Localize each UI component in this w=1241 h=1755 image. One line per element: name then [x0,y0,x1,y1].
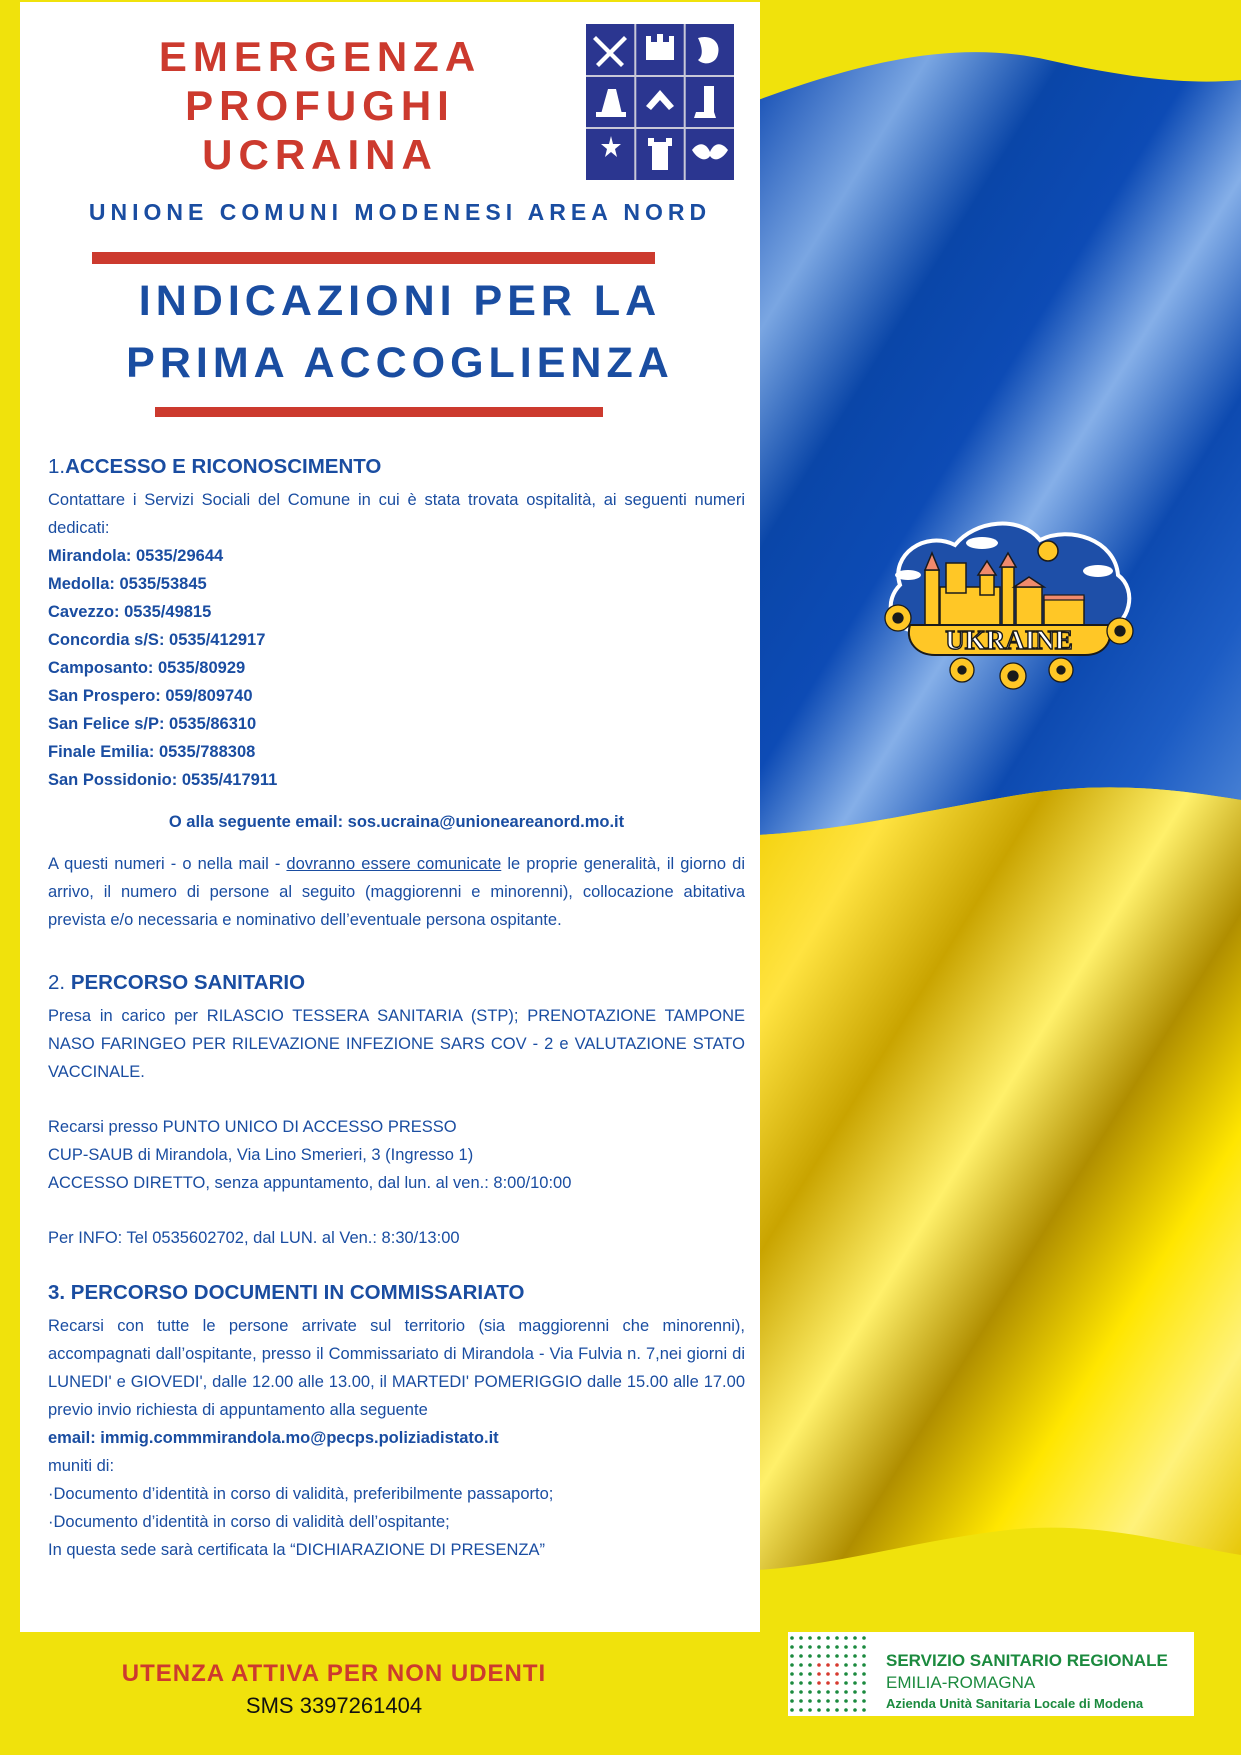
logo-dot [826,1636,830,1640]
sms-number: SMS 3397261404 [245,1693,423,1718]
logo-dot [862,1672,866,1676]
logo-dot [817,1699,821,1703]
logo-dot [826,1699,830,1703]
logo-dot [808,1681,812,1685]
main-title-line: PRIMA ACCOGLIENZA [126,339,674,387]
notice-text: le proprie generalità, il giorno di arrivo, il numero di persone al seguito (maggiorenni e minorenni), collocazione abitativa prevista e/o necessaria e nominativo dell’eventuale persona ospitante. [48,855,746,929]
section1-title: ACCESSO E RICONOSCIMENTO [65,455,382,478]
logo-dot [844,1681,848,1685]
logo-dot [844,1663,848,1667]
contact-item: Cavezzo: 0535/49815 [48,603,212,621]
document-item: ·Documento d’identità in corso di validità, preferibilmente passaporto; [48,1485,554,1503]
contact-item: Finale Emilia: 0535/788308 [48,743,256,761]
emergency-title [120,32,520,179]
contact-item: Mirandola: 0535/29644 [48,547,224,565]
ssr-logo-line2: EMILIA-ROMAGNA [886,1673,1036,1692]
logo-dot [799,1708,803,1712]
ssr-emilia-romagna-logo [788,1632,1194,1716]
logo-dot [790,1636,794,1640]
main-title-line: INDICAZIONI PER LA [138,277,662,325]
logo-dot [790,1654,794,1658]
dot-matrix-logo-icon [788,1634,870,1716]
access-line: Recarsi presso PUNTO UNICO DI ACCESSO PRESSO [48,1118,457,1136]
logo-dot [853,1636,857,1640]
logo-dot [844,1699,848,1703]
logo-dot [799,1690,803,1694]
section3-closing: In questa sede sarà certificata la “DICHIARAZIONE DI PRESENZA” [48,1541,545,1559]
logo-dot [799,1654,803,1658]
logo-dot [862,1708,866,1712]
logo-dot [826,1654,830,1658]
logo-dot [835,1663,839,1667]
logo-dot [817,1708,821,1712]
section1-notice [48,850,745,934]
contact-item: San Felice s/P: 0535/86310 [48,715,257,733]
contact-item: San Possidonio: 0535/417911 [48,771,278,789]
logo-dot [817,1645,821,1649]
notice-underlined-text: dovranno essere comunicate [286,855,502,873]
document-item: ·Documento d’identità in corso di validità dell’ospitante; [48,1513,450,1531]
contact-item: Camposanto: 0535/80929 [48,659,246,677]
logo-dot [853,1663,857,1667]
contact-item: Medolla: 0535/53845 [48,575,207,593]
access-line: CUP-SAUB di Mirandola, Via Lino Smerieri, 3 (Ingresso 1) [48,1146,474,1164]
ukraine-flag-image [758,0,1241,1580]
logo-dot [826,1672,830,1676]
logo-dot [799,1699,803,1703]
red-divider-bottom [155,407,603,417]
logo-dot [790,1672,794,1676]
logo-dot [808,1699,812,1703]
logo-dot [799,1636,803,1640]
contact-item: Concordia s/S: 0535/412917 [48,631,266,649]
logo-dot [862,1654,866,1658]
ukraine-badge-illustration [880,515,1138,695]
logo-dot [853,1699,857,1703]
union-crest-logo [586,24,734,180]
section1-number: 1. [48,455,66,478]
logo-dot [835,1690,839,1694]
logo-dot [790,1663,794,1667]
contact-list [48,542,745,794]
ssr-logo-line1: SERVIZIO SANITARIO REGIONALE [886,1651,1168,1670]
ukraine-badge-label: UKRAINE [945,625,1073,655]
content-panel [20,2,760,1632]
logo-dot [790,1681,794,1685]
logo-dot [799,1663,803,1667]
logo-dot [844,1654,848,1658]
main-title [50,270,750,394]
section2-info-line: Per INFO: Tel 0535602702, dal LUN. al Ven.: 8:30/13:00 [48,1229,460,1247]
logo-dot [826,1681,830,1685]
ssr-logo-line3: Azienda Unità Sanitaria Locale di Modena [886,1696,1144,1711]
logo-dot [853,1708,857,1712]
logo-dot [862,1663,866,1667]
logo-dot [862,1636,866,1640]
logo-dot [808,1672,812,1676]
section1-intro: Contattare i Servizi Sociali del Comune in cui è stata trovata ospitalità, ai seguenti numeri dedicati: [48,491,745,537]
logo-dot [799,1681,803,1685]
logo-dot [826,1690,830,1694]
logo-dot [853,1654,857,1658]
logo-dot [808,1708,812,1712]
logo-dot [826,1663,830,1667]
emergency-title-line: EMERGENZA [158,33,482,80]
logo-dot [799,1672,803,1676]
logo-dot [790,1708,794,1712]
logo-dot [826,1645,830,1649]
logo-dot [808,1654,812,1658]
logo-dot [790,1690,794,1694]
section2-heading [48,968,745,998]
logo-dot [862,1645,866,1649]
access-line: ACCESSO DIRETTO, senza appuntamento, dal lun. al ven.: 8:00/10:00 [48,1174,572,1192]
section2-access-info [48,1113,745,1197]
logo-dot [790,1645,794,1649]
section2-number: 2. [48,971,66,994]
logo-dot [817,1636,821,1640]
section3-text: Recarsi con tutte le persone arrivate sul territorio (sia maggiorenni che minorenni), accompagnati dall’ospitante, presso il Commissariato di Mirandola - Via Fulvia n. 7,nei giorni di LUNEDI' e GIOVEDI', dalle 12.00 alle 13.00, il MARTEDI' POMERIGGIO dalle 15.00 alle 17.00 previo invio richiesta di appuntamento alla seguente [48,1317,745,1419]
logo-dot [835,1654,839,1658]
logo-dot [808,1690,812,1694]
logo-dot [835,1681,839,1685]
section3-muniti: muniti di: [48,1457,115,1475]
instructions-body [48,452,745,1564]
logo-dot [853,1681,857,1685]
logo-dot [835,1699,839,1703]
logo-dot [844,1690,848,1694]
logo-dot [817,1681,821,1685]
logo-dot [853,1645,857,1649]
union-name: UNIONE COMUNI MODENESI AREA NORD [88,199,712,225]
logo-dot [835,1645,839,1649]
logo-dot [844,1708,848,1712]
section3-email: email: immig.commmirandola.mo@pecps.poliziadistato.it [48,1429,499,1447]
section3-heading: 3. PERCORSO DOCUMENTI IN COMMISSARIATO [48,1281,525,1304]
logo-dot [862,1690,866,1694]
section2-text: Presa in carico per RILASCIO TESSERA SANITARIA (STP); PRENOTAZIONE TAMPONE NASO FARINGEO PER RILEVAZIONE INFEZIONE SARS COV - 2 e VALUTAZIONE STATO VACCINALE. [48,1007,745,1081]
logo-dot [844,1645,848,1649]
section2-title: PERCORSO SANITARIO [70,971,306,994]
logo-dot [835,1636,839,1640]
logo-dot [862,1699,866,1703]
logo-dot [817,1654,821,1658]
red-divider-top [92,252,655,264]
logo-dot [862,1681,866,1685]
logo-dot [853,1690,857,1694]
deaf-service-line: UTENZA ATTIVA PER NON UDENTI [121,1660,547,1687]
logo-dot [844,1636,848,1640]
logo-dot [826,1708,830,1712]
logo-dot [817,1663,821,1667]
emergency-title-line: UCRAINA [202,131,438,178]
logo-dot [817,1690,821,1694]
logo-dot [790,1699,794,1703]
emergency-title-line: PROFUGHI [185,82,455,129]
notice-text: A questi numeri - o nella mail - [48,855,287,873]
logo-dot [808,1645,812,1649]
logo-dot [808,1636,812,1640]
logo-dot [799,1645,803,1649]
logo-dot [835,1672,839,1676]
logo-dot [844,1672,848,1676]
contact-item: San Prospero: 059/809740 [48,687,253,705]
section1-email-line: O alla seguente email: sos.ucraina@unioneareanord.mo.it [168,813,625,831]
section1-heading [48,452,745,482]
logo-dot [808,1663,812,1667]
logo-dot [853,1672,857,1676]
logo-dot [835,1708,839,1712]
logo-dot [817,1672,821,1676]
